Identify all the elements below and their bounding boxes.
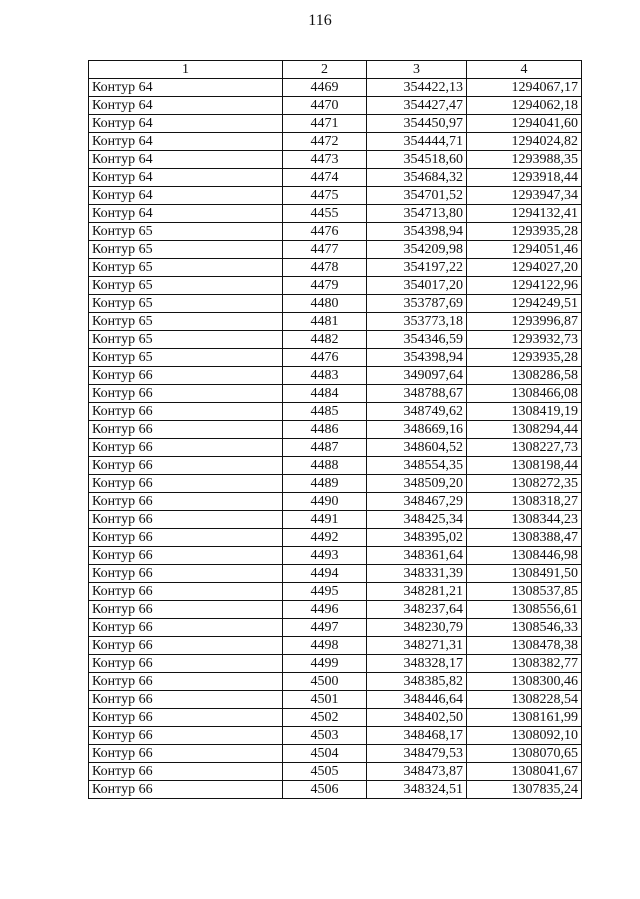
contour-name-cell: Контур 66 [89,619,283,637]
point-number-cell: 4474 [283,169,367,187]
table-row [89,259,582,277]
table-row [89,709,582,727]
point-number-cell: 4499 [283,655,367,673]
y-coordinate-cell: 1308272,35 [467,475,582,493]
point-number-cell: 4502 [283,709,367,727]
table-header-row [89,61,582,79]
table-row [89,529,582,547]
x-coordinate-cell: 348328,17 [367,655,467,673]
x-coordinate-cell: 354713,80 [367,205,467,223]
point-number-cell: 4470 [283,97,367,115]
y-coordinate-cell: 1308318,27 [467,493,582,511]
contour-name-cell: Контур 66 [89,709,283,727]
table-row [89,691,582,709]
x-coordinate-cell: 348749,62 [367,403,467,421]
table-row [89,493,582,511]
y-coordinate-cell: 1293988,35 [467,151,582,169]
x-coordinate-cell: 348395,02 [367,529,467,547]
point-number-cell: 4477 [283,241,367,259]
point-number-cell: 4503 [283,727,367,745]
x-coordinate-cell: 348237,64 [367,601,467,619]
contour-name-cell: Контур 64 [89,187,283,205]
point-number-cell: 4506 [283,781,367,799]
y-coordinate-cell: 1293947,34 [467,187,582,205]
table-row [89,781,582,799]
table-row [89,727,582,745]
y-coordinate-cell: 1308070,65 [467,745,582,763]
table-row [89,295,582,313]
y-coordinate-cell: 1293996,87 [467,313,582,331]
table-row [89,601,582,619]
coordinates-table [88,60,582,799]
point-number-cell: 4480 [283,295,367,313]
x-coordinate-cell: 349097,64 [367,367,467,385]
point-number-cell: 4485 [283,403,367,421]
point-number-cell: 4483 [283,367,367,385]
x-coordinate-cell: 354197,22 [367,259,467,277]
point-number-cell: 4455 [283,205,367,223]
y-coordinate-cell: 1308227,73 [467,439,582,457]
contour-name-cell: Контур 66 [89,763,283,781]
y-coordinate-cell: 1294249,51 [467,295,582,313]
x-coordinate-cell: 348468,17 [367,727,467,745]
table-row [89,745,582,763]
contour-name-cell: Контур 66 [89,655,283,673]
point-number-cell: 4473 [283,151,367,169]
x-coordinate-cell: 348446,64 [367,691,467,709]
column-header-3: 3 [367,61,467,79]
page-number: 116 [308,12,332,29]
table-row [89,223,582,241]
x-coordinate-cell: 348402,50 [367,709,467,727]
x-coordinate-cell: 348331,39 [367,565,467,583]
x-coordinate-cell: 353787,69 [367,295,467,313]
point-number-cell: 4479 [283,277,367,295]
table-row [89,277,582,295]
contour-name-cell: Контур 66 [89,745,283,763]
table-row [89,241,582,259]
contour-name-cell: Контур 65 [89,295,283,313]
column-header-2: 2 [283,61,367,79]
table-row [89,565,582,583]
point-number-cell: 4481 [283,313,367,331]
point-number-cell: 4471 [283,115,367,133]
point-number-cell: 4482 [283,331,367,349]
table-row [89,637,582,655]
y-coordinate-cell: 1308198,44 [467,457,582,475]
y-coordinate-cell: 1293918,44 [467,169,582,187]
x-coordinate-cell: 354444,71 [367,133,467,151]
contour-name-cell: Контур 65 [89,223,283,241]
table-row [89,547,582,565]
table-row [89,619,582,637]
x-coordinate-cell: 348425,34 [367,511,467,529]
contour-name-cell: Контур 66 [89,547,283,565]
contour-name-cell: Контур 66 [89,385,283,403]
point-number-cell: 4490 [283,493,367,511]
point-number-cell: 4475 [283,187,367,205]
contour-name-cell: Контур 64 [89,169,283,187]
contour-name-cell: Контур 64 [89,79,283,97]
point-number-cell: 4478 [283,259,367,277]
y-coordinate-cell: 1307835,24 [467,781,582,799]
point-number-cell: 4494 [283,565,367,583]
contour-name-cell: Контур 66 [89,601,283,619]
point-number-cell: 4505 [283,763,367,781]
x-coordinate-cell: 354398,94 [367,349,467,367]
y-coordinate-cell: 1308286,58 [467,367,582,385]
contour-name-cell: Контур 66 [89,511,283,529]
y-coordinate-cell: 1294122,96 [467,277,582,295]
point-number-cell: 4476 [283,223,367,241]
table-row [89,331,582,349]
contour-name-cell: Контур 66 [89,565,283,583]
y-coordinate-cell: 1294051,46 [467,241,582,259]
contour-name-cell: Контур 65 [89,349,283,367]
contour-name-cell: Контур 64 [89,97,283,115]
x-coordinate-cell: 348554,35 [367,457,467,475]
table-row [89,673,582,691]
column-header-4: 4 [467,61,582,79]
contour-name-cell: Контур 66 [89,727,283,745]
table-row [89,313,582,331]
point-number-cell: 4469 [283,79,367,97]
x-coordinate-cell: 354701,52 [367,187,467,205]
x-coordinate-cell: 348509,20 [367,475,467,493]
x-coordinate-cell: 348271,31 [367,637,467,655]
x-coordinate-cell: 348361,64 [367,547,467,565]
y-coordinate-cell: 1294132,41 [467,205,582,223]
contour-name-cell: Контур 66 [89,781,283,799]
contour-name-cell: Контур 66 [89,403,283,421]
point-number-cell: 4484 [283,385,367,403]
point-number-cell: 4501 [283,691,367,709]
contour-name-cell: Контур 66 [89,637,283,655]
contour-name-cell: Контур 65 [89,331,283,349]
y-coordinate-cell: 1308388,47 [467,529,582,547]
contour-name-cell: Контур 66 [89,457,283,475]
contour-name-cell: Контур 64 [89,151,283,169]
y-coordinate-cell: 1308478,38 [467,637,582,655]
table-row [89,115,582,133]
table-row [89,439,582,457]
y-coordinate-cell: 1293935,28 [467,349,582,367]
table-row [89,367,582,385]
x-coordinate-cell: 354518,60 [367,151,467,169]
contour-name-cell: Контур 66 [89,421,283,439]
x-coordinate-cell: 353773,18 [367,313,467,331]
y-coordinate-cell: 1308041,67 [467,763,582,781]
point-number-cell: 4492 [283,529,367,547]
point-number-cell: 4495 [283,583,367,601]
table-row [89,421,582,439]
x-coordinate-cell: 354422,13 [367,79,467,97]
column-header-1: 1 [89,61,283,79]
contour-name-cell: Контур 66 [89,439,283,457]
table-row [89,169,582,187]
y-coordinate-cell: 1293932,73 [467,331,582,349]
contour-name-cell: Контур 66 [89,529,283,547]
x-coordinate-cell: 348604,52 [367,439,467,457]
contour-name-cell: Контур 66 [89,475,283,493]
x-coordinate-cell: 348467,29 [367,493,467,511]
table-row [89,385,582,403]
contour-name-cell: Контур 65 [89,277,283,295]
y-coordinate-cell: 1308466,08 [467,385,582,403]
table-row [89,133,582,151]
point-number-cell: 4500 [283,673,367,691]
point-number-cell: 4504 [283,745,367,763]
y-coordinate-cell: 1308446,98 [467,547,582,565]
y-coordinate-cell: 1308344,23 [467,511,582,529]
x-coordinate-cell: 348669,16 [367,421,467,439]
y-coordinate-cell: 1308491,50 [467,565,582,583]
table-body [89,79,582,799]
contour-name-cell: Контур 66 [89,583,283,601]
y-coordinate-cell: 1308161,99 [467,709,582,727]
x-coordinate-cell: 348324,51 [367,781,467,799]
point-number-cell: 4493 [283,547,367,565]
y-coordinate-cell: 1294027,20 [467,259,582,277]
point-number-cell: 4498 [283,637,367,655]
x-coordinate-cell: 348473,87 [367,763,467,781]
contour-name-cell: Контур 64 [89,133,283,151]
y-coordinate-cell: 1308228,54 [467,691,582,709]
x-coordinate-cell: 354346,59 [367,331,467,349]
y-coordinate-cell: 1308300,46 [467,673,582,691]
y-coordinate-cell: 1308556,61 [467,601,582,619]
x-coordinate-cell: 354450,97 [367,115,467,133]
y-coordinate-cell: 1308294,44 [467,421,582,439]
x-coordinate-cell: 354684,32 [367,169,467,187]
table-row [89,511,582,529]
x-coordinate-cell: 348788,67 [367,385,467,403]
x-coordinate-cell: 354017,20 [367,277,467,295]
point-number-cell: 4486 [283,421,367,439]
contour-name-cell: Контур 66 [89,691,283,709]
table-row [89,763,582,781]
point-number-cell: 4487 [283,439,367,457]
x-coordinate-cell: 348230,79 [367,619,467,637]
x-coordinate-cell: 354209,98 [367,241,467,259]
y-coordinate-cell: 1294041,60 [467,115,582,133]
table-row [89,583,582,601]
point-number-cell: 4497 [283,619,367,637]
y-coordinate-cell: 1293935,28 [467,223,582,241]
table-row [89,475,582,493]
point-number-cell: 4476 [283,349,367,367]
table-row [89,457,582,475]
x-coordinate-cell: 354398,94 [367,223,467,241]
point-number-cell: 4472 [283,133,367,151]
y-coordinate-cell: 1308382,77 [467,655,582,673]
x-coordinate-cell: 348281,21 [367,583,467,601]
y-coordinate-cell: 1308092,10 [467,727,582,745]
point-number-cell: 4496 [283,601,367,619]
y-coordinate-cell: 1308537,85 [467,583,582,601]
x-coordinate-cell: 348479,53 [367,745,467,763]
contour-name-cell: Контур 65 [89,259,283,277]
x-coordinate-cell: 354427,47 [367,97,467,115]
table-row [89,403,582,421]
contour-name-cell: Контур 66 [89,367,283,385]
contour-name-cell: Контур 64 [89,205,283,223]
y-coordinate-cell: 1294067,17 [467,79,582,97]
y-coordinate-cell: 1294062,18 [467,97,582,115]
point-number-cell: 4488 [283,457,367,475]
table-row [89,349,582,367]
contour-name-cell: Контур 64 [89,115,283,133]
contour-name-cell: Контур 66 [89,673,283,691]
contour-name-cell: Контур 65 [89,241,283,259]
table-row [89,151,582,169]
table-row [89,79,582,97]
contour-name-cell: Контур 66 [89,493,283,511]
table-row [89,97,582,115]
x-coordinate-cell: 348385,82 [367,673,467,691]
table-row [89,655,582,673]
table-row [89,205,582,223]
contour-name-cell: Контур 65 [89,313,283,331]
y-coordinate-cell: 1308419,19 [467,403,582,421]
point-number-cell: 4491 [283,511,367,529]
point-number-cell: 4489 [283,475,367,493]
y-coordinate-cell: 1308546,33 [467,619,582,637]
y-coordinate-cell: 1294024,82 [467,133,582,151]
table-row [89,187,582,205]
